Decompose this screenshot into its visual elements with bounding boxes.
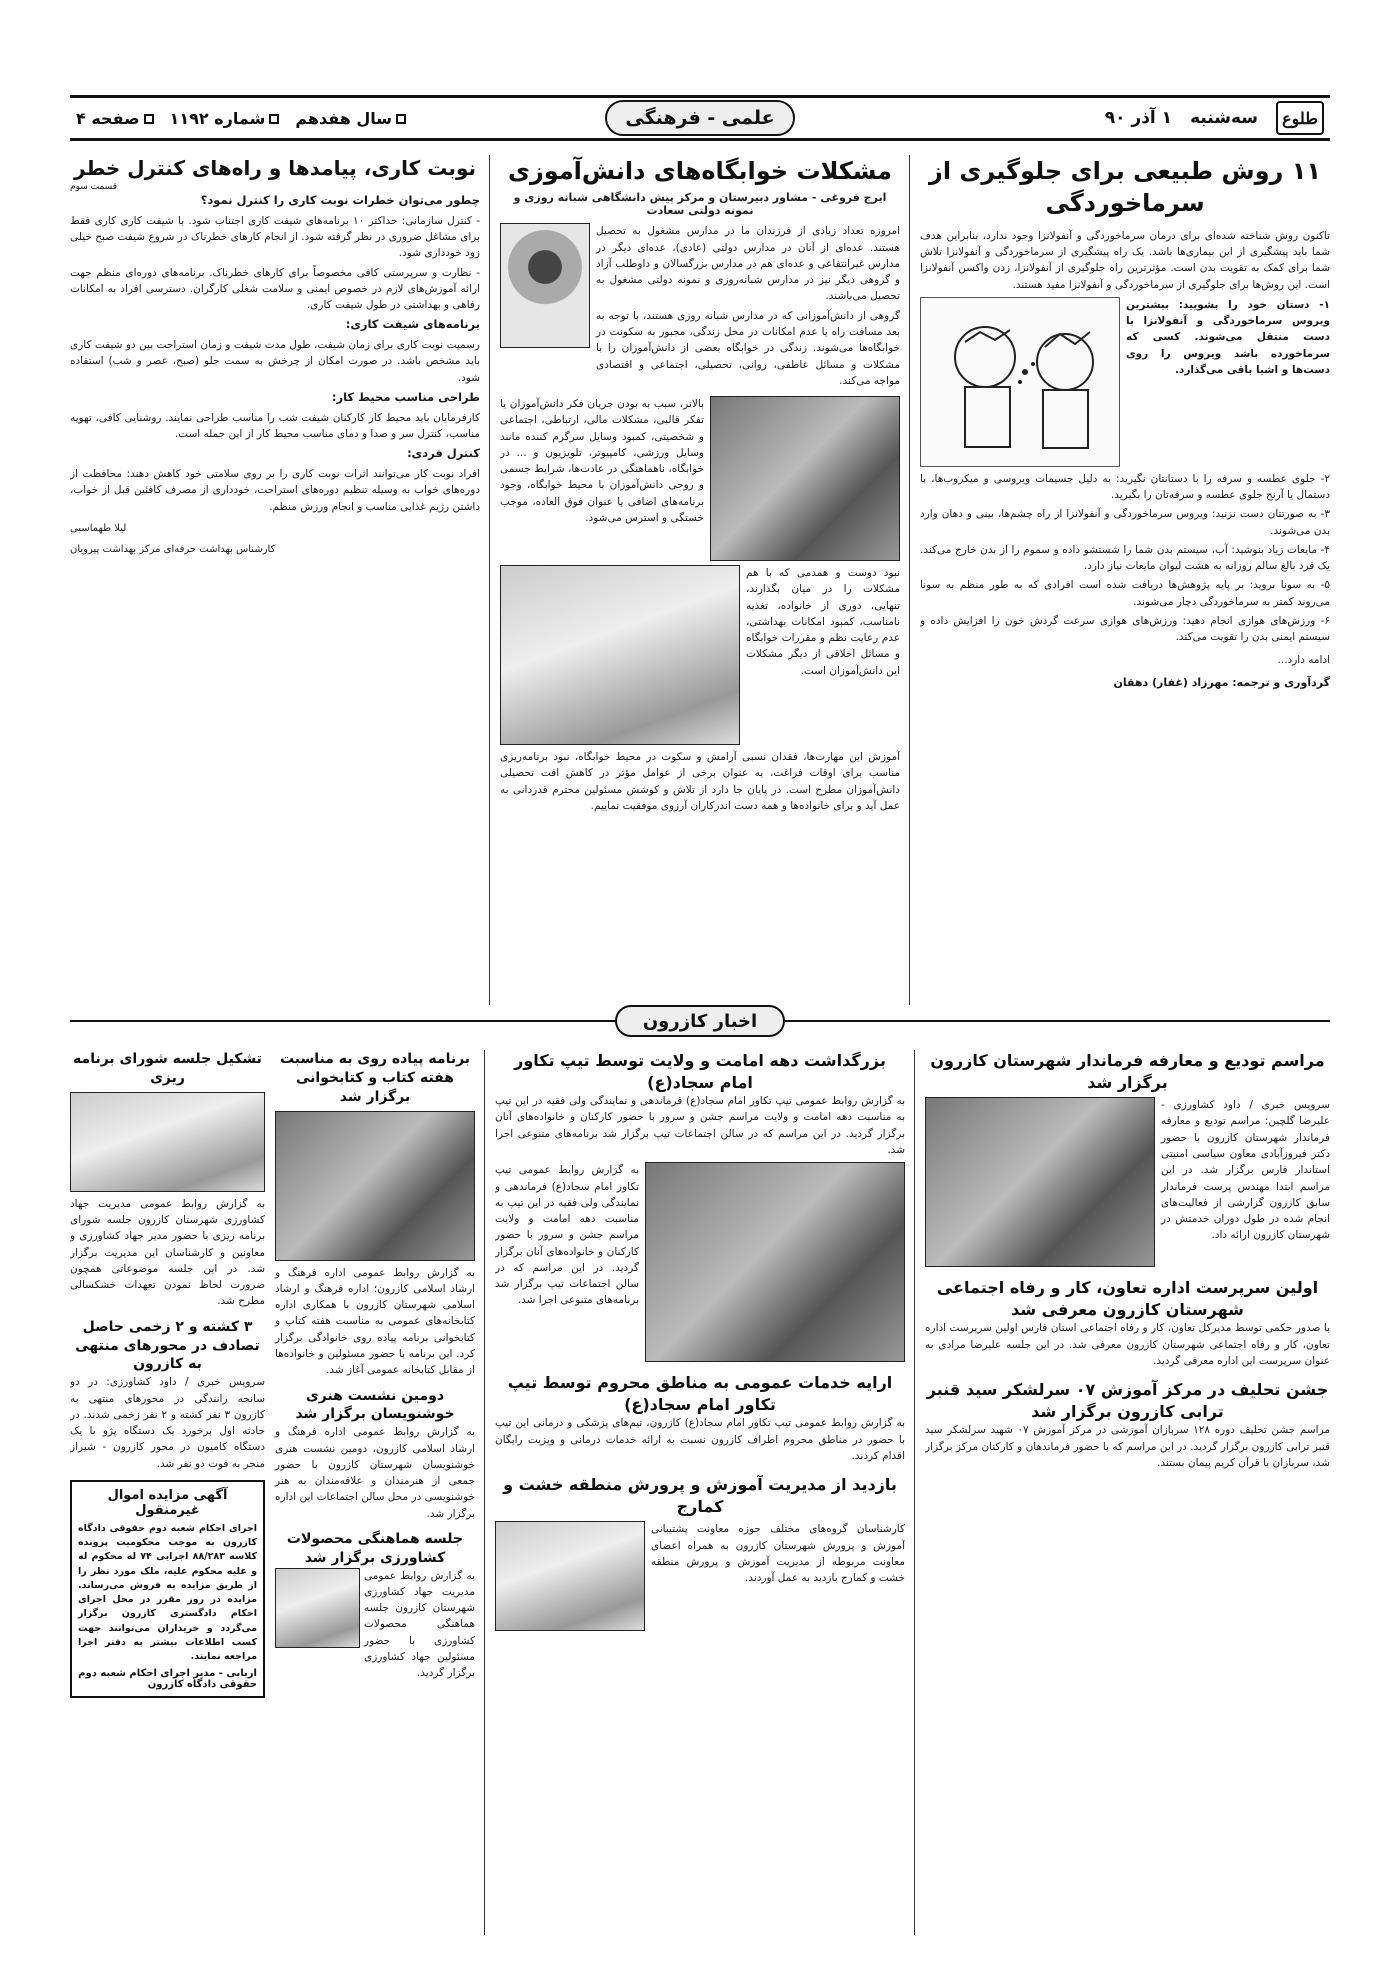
ceremony-crowd-photo: [645, 1162, 905, 1362]
article-title: نوبت کاری، پیامدها و راه‌های کنترل خطر: [74, 156, 476, 180]
news-body: به گزارش روابط عمومی مدیریت جهاد کشاورزی شهرستان کازرون جلسه هماهنگی محصولات کشاورزی با حضور مسئولین جهاد کشاورزی برگزار گردید.: [364, 1569, 475, 1680]
news-section-title: اخبار کازرون: [615, 1005, 785, 1037]
news-title: دومین نشست هنری خوشنویسان برگزار شد: [295, 1387, 455, 1423]
author-portrait-image: [500, 223, 590, 348]
walking-event-photo: [275, 1111, 475, 1261]
article-body: نبود دوست و همدمی که با هم مشکلات را در میان بگذارند، تنهایی، دوری از خانواده، تغذیه نامناسب، کمبود امکانات بهداشتی، عدم رعایت نظم و مقررات خوابگاه و مسائل اخلاقی از دیگر مشکلات این دانش‌آموزان است.: [746, 567, 900, 677]
issue-label: شماره ۱۱۹۲: [170, 109, 280, 128]
masthead-day: سه‌شنبه: [1190, 108, 1258, 128]
news-title: جشن تحلیف در مرکز آموزش ۰۷ سرلشکر سید قنبر ترابی کازرون برگزار شد: [926, 1380, 1329, 1421]
news-body: با صدور حکمی توسط مدیرکل تعاون، کار و رفاه اجتماعی استان فارس اولین سرپرست اداره تعاون، کار و رفاه اجتماعی شهرستان کازرون معرفی شد. در این جلسه علیرضا مرادی به عنوان سرپرست این اداره معرفی گردید.: [925, 1322, 1330, 1367]
article-body: آموزش این مهارت‌ها، فقدان نسبی آرامش و سکوت در محیط خوابگاه، نبود برنامه‌ریزی مناسب برای اوقات فراغت، به عنوان برخی از عوامل مؤثر در کاهش افت تحصیلی دانش‌آموزان مطرح است. در پایان جا دارد از تلاش و کوشش مسئولین محترم قدردانی به عمل آید و برای خانواده‌ها و همه دست اندرکاران آرزوی موفقیت نماییم.: [500, 751, 900, 812]
news-body: سرویس خبری / داود کشاورزی: در دو سانحه رانندگی در محورهای منتهی به کازرون ۳ نفر کشته و ۲ نفر زخمی شدند. در حادثه اول برخورد یک دستگاه پژو با یک دستگاه کامیون در محور کازرون - شیراز منجر به فوت دو نفر شد.: [70, 1376, 265, 1470]
news-column-right: [925, 1050, 1330, 1935]
news-title: برنامه پیاده روی به مناسبت هفته کتاب و کتابخوانی برگزار شد: [279, 1051, 471, 1105]
sneezing-cartoon-image: [920, 297, 1120, 467]
notice-body: اجرای احکام شعبه دوم حقوقی دادگاه کازرون به موجب محکومیت پرونده کلاسه ۸۸/۲۸۳ اجرایی ۷۴ له محکوم له و علیه محکوم علیه، ملک مورد نظر را از طریق مزایده به فروش می‌رساند. مزایده در روز مقرر در محل اجرای احکام دادگستری کازرون برگزار می‌گردد و خریداران می‌توانند جهت کسب اطلاعات بیشتر به دفتر اجرا مراجعه نمایند.: [78, 1522, 258, 1663]
news-title: بازدید از مدیریت آموزش و پرورش منطقه خشت و کمارج: [503, 1475, 897, 1516]
agriculture-meeting-photo: [275, 1568, 360, 1648]
planning-council-photo: [70, 1092, 265, 1192]
article-body: تاکنون روش شناخته شده‌ای برای درمان سرماخوردگی و آنفولانزا وجود ندارد، بنابراین هدف شما باید پیشگیری از این بیماری‌ها باشد. یک راه پیشگیری از سرماخوردگی و آنفولانزا تلاش شما برای کمک به تقویت بدن است. مؤثرترین راه جلوگیری از آنفولانزا، زدن واکسن آنفولانزا است. این روش‌ها برای جلوگیری از سرماخوردگی و آنفولانزا مفید هستند. ۱- دستان خود را بشویید: بیشترین ویروس سرماخوردگی و آنفولانزا با دست منتقل می‌شوند. کسی که سرماخورده باشد ویروس را روی دست‌ها و اشیا باقی می‌گذارد. ۲- جلوی عطسه و سرفه را با دستانتان نگیرید: به دلیل جسیمات ویروسی و میکروب‌ها، با دستمال یا آرنج جلوی عطسه و سرفه‌تان را بگیرید. ۳- به صورتتان دست نزنید: ویروس سرماخوردگی و آنفولانزا از راه چشم‌ها، بینی و دهان وارد بدن می‌شوند. ۴- مایعات زیاد بنوشید: آب، سیستم بدن شما را شستشو داده و سموم را از بدن خارج می‌کند. یک فرد بالغ سالم روزانه به هشت لیوان مایعات نیاز دارد. ۵- به سونا بروید: بر پایه پژوهش‌ها دریافت شده است افرادی که به طور منظم به سونا می‌روند کمتر به سرماخوردگی دچار می‌شوند. ۶- ورزش‌های هوازی انجام دهید: ورزش‌های هوازی سرعت گردش خون را افزایش داده و سیستم ایمنی بدن را تقویت می‌کند. ادامه دارد... گردآوری و ترجمه: مهرزاد (غفار) دهقان: [920, 228, 1330, 691]
notice-signature: اربابی - مدیر اجرای احکام شعبه دوم حقوقی دادگاه کازرون: [78, 1668, 257, 1691]
article-credit: گردآوری و ترجمه: مهرزاد (غفار) دهقان: [1113, 675, 1330, 689]
article-signature-title: کارشناس بهداشت حرفه‌ای مرکز بهداشت پیرویان: [70, 544, 276, 556]
column-divider: [909, 155, 910, 1005]
article-shift-work: [70, 155, 480, 1005]
article-cold-prevention: [920, 155, 1330, 1005]
news-title: تشکیل جلسه شورای برنامه ریزی: [73, 1051, 262, 1086]
masthead: [70, 95, 1330, 141]
newspaper-logo: طلوع: [1276, 101, 1324, 135]
article-byline: ایرج فروغی - مشاور دبیرستان و مرکز پیش دانشگاهی شبانه روزی و نمونه دولتی سعادت: [513, 191, 887, 218]
square-icon: [144, 114, 154, 124]
news-body: سرویس خبری / داود کشاورزی - علیرضا گلچین: مراسم تودیع و معارفه فرماندار شهرستان کازرون با حضور دکتر فیروزآبادی معاون سیاسی امنیتی استاندار فارس برگزار شد. در این مراسم ابتدا مهندس پرست فرماندار سابق کازرون گزارشی از فعالیت‌های انجام شده در طول دوران خدمتش در شهرستان کازرون ارائه داد.: [1161, 1099, 1330, 1242]
news-body: به گزارش روابط عمومی تیپ تکاور امام سجاد(ع) فرماندهی و نمایندگی ولی فقیه در این تیپ به مناسبت دهه امامت و ولایت مراسم جشن و سرور با حضور کارکنان و خانواده‌های آنان برگزار گردید. در این مراسم که در سالن اجتماعات تیپ برگزار شد برنامه‌های متنوعی اجرا شد.: [495, 1164, 639, 1307]
newspaper-page: [70, 95, 1330, 1935]
page-label: صفحه ۴: [76, 109, 154, 128]
news-body: به گزارش روابط عمومی تیپ تکاور امام سجاد(ع) فرماندهی و نمایندگی ولی فقیه در این تیپ به مناسبت دهه امامت و ولایت مراسم جشن و سرور با حضور کارکنان و خانواده‌های آنان برگزار گردید. در این مراسم که در سالن اجتماعات تیپ برگزار شد برنامه‌های متنوعی اجرا شد.: [495, 1095, 905, 1156]
news-column-left: [70, 1050, 475, 1935]
article-part-tag: قسمت سوم: [70, 182, 117, 192]
auction-notice: [70, 1480, 265, 1699]
news-subcolumn-a: [275, 1050, 475, 1935]
year-label: سال هفدهم: [295, 109, 406, 128]
news-title: اولین سرپرست اداره تعاون، کار و رفاه اجتماعی شهرستان کازرون معرفی شد: [936, 1278, 1319, 1319]
column-divider: [489, 155, 490, 1005]
news-body: به گزارش روابط عمومی اداره فرهنگ و ارشاد اسلامی کازرون، دومین نشست هنری خوشنویسان شهرستان کازرون با حضور جمعی از هنرمندان و علاقه‌مندان به هنر خوشنویسی در محل سالن اجتماعات این اداره برگزار شد.: [275, 1426, 475, 1520]
square-icon: [396, 114, 406, 124]
article-signature: لیلا طهماسبی: [70, 522, 127, 534]
column-divider: [914, 1050, 915, 1935]
masthead-date: ۱ آذر ۹۰: [1104, 108, 1173, 128]
section-title: علمی - فرهنگی: [605, 100, 795, 136]
masthead-date-block: [1105, 98, 1330, 138]
news-body: کارشناسان گروه‌های مختلف حوزه معاونت پشتیبانی آموزش و پرورش شهرستان کازرون به همراه اعضای معاونت مربوطه از مدیریت آموزش و پرورش منطقه خشت و کمارج بازدید به عمل آوردند.: [651, 1523, 905, 1585]
news-title: ۳ کشته و ۲ زخمی حاصل تصادف در محورهای منتهی به کازرون: [75, 1318, 260, 1373]
article-title: مشکلات خوابگاه‌های دانش‌آموزی: [507, 157, 893, 185]
news-body: به گزارش روابط عمومی تیپ تکاور امام سجاد(ع) کازرون، تیم‌های پزشکی و درمانی این تیپ با حضور در مناطق محروم اطراف کازرون نسبت به ارائه خدمات درمانی و ویزیت رایگان اقدام کردند.: [495, 1417, 905, 1462]
article-body: چطور می‌توان خطرات نوبت کاری را کنترل نمود؟ - کنترل سازمانی: حداکثر ۱۰ برنامه‌های شیفت کاری اجتناب شود. با شیفت کاری کاری فقط برای مشاغل ضروری در نظر گرفته شود. از انجام کارهای خطرناک در شروع شیفت صبح خیلی زود خودداری شود. - نظارت و سرپرستی کافی مخصوصاً برای کارهای خطرناک. برنامه‌های دوره‌ای منظم جهت ارائه آموزش‌های لازم در خصوص ایمنی و سلامت شغلی کارگران. دسترسی افراد به امکانات رفاهی و بهداشتی در طول شیفت کاری. برنامه‌های شیفت کاری: رسمیت نوبت کاری برای زمان شیفت، طول مدت شیفت و زمان استراحت بین دو شیفت کاری باید مشخص باشد. در صورت امکان از چرخش به سمت جلو (صبح، عصر و شب) استفاده شود. طراحی مناسب محیط کار: کارفرمایان باید محیط کار کارکنان شیفت شب را مناسب طراحی نمایند. روشنایی کافی، تهویه مناسب، کنترل سر و صدا و دمای مناسب محیط کار از این جمله است. کنترل فردی: افراد نوبت کار می‌توانند اثرات نوبت کاری را بر روی سلامتی خود کاهش دهند: محافظت از دوره‌های خواب به وسیله تنظیم دوره‌های استراحت، خودداری از مصرف کافئین قبل از خواب، داشتن رژیم غذایی مناسب و انجام ورزش منظم. لیلا طهماسبی کارشناس بهداشت حرفه‌ای مرکز بهداشت پیرویان: [70, 192, 480, 558]
news-column-middle-right: [495, 1050, 905, 1935]
notice-title: آگهی مزایده اموال غیرمنقول: [107, 1487, 228, 1518]
dormitory-photo: [710, 396, 900, 561]
news-body: مراسم جشن تحلیف دوره ۱۲۸ سربازان آموزشی در مرکز آموزش ۰۷ شهید سرلشکر سید قنبر ترابی کازرون برگزار گردید. در این مراسم که با حضور فرماندهان و کارکنان مرکز برگزار شد، سربازان با قرآن کریم پیمان بستند.: [925, 1424, 1330, 1469]
governor-ceremony-photo: [925, 1097, 1155, 1267]
masthead-issue-block: [76, 98, 406, 138]
news-title: ارایه خدمات عمومی به مناطق محروم توسط تیپ تکاور امام سجاد(ع): [507, 1373, 893, 1414]
article-title: ۱۱ روش طبیعی برای جلوگیری از سرماخوردگی: [929, 157, 1321, 218]
news-title: بزرگداشت دهه امامت و ولایت توسط تیپ تکاور امام سجاد(ع): [514, 1051, 886, 1092]
article-body: امروزه تعداد زیادی از فرزندان ما در مدارس مشغول به تحصیل هستند. عده‌ای از آنان در مدارس دولتی (عادی)، عده‌ای دیگر در مدارس غیرانتفاعی و عده‌ای هم در مدارس بزرگسالان و داوطلب آزاد و گروهی دیگر نیز در مدارس شبانه‌روزی و نمونه دولتی مشغول به تحصیل می‌باشند. گروهی از دانش‌آموزانی که در مدارس شبانه روزی هستند، با توجه به بعد مسافت راه یا عدم امکانات در محل زندگی، مجبور به سکونت در خوابگاه‌ها می‌شوند. زندگی در خوابگاه بعضی از دانش‌آموزان را با مشکلات و مسائل عاطفی، روانی، تحصیلی، اجتماعی و اقتصادی مواجه می‌کند.: [596, 225, 900, 387]
inspection-visit-photo: [495, 1521, 645, 1631]
article-dormitory-problems: [500, 155, 900, 1005]
news-body: به گزارش روابط عمومی اداره فرهنگ و ارشاد اسلامی کازرون؛ اداره فرهنگ و ارشاد اسلامی شهرستان کازرون با همکاری اداره کتابخانه‌های عمومی به مناسبت هفته کتاب و کتابخوانی برنامه پیاده روی خانوادگی برگزار کرد. این برنامه با حضور مسئولین و خانواده‌ها از مقابل کتابخانه عمومی آغاز شد.: [275, 1266, 475, 1377]
news-title: مراسم تودیع و معارفه فرماندار شهرستان کازرون برگزار شد: [930, 1051, 1325, 1092]
column-divider: [484, 1050, 485, 1935]
article-body: بالاتر، سبب به بودن جریان فکر دانش‌آموزان یا تفکر قالبی، مشکلات مالی، ارتباطی، اجتماعی و شخصیتی، کمبود وسایل سرگرم کننده مانند وسایل ورزشی، کامپیوتر، تلویزیون و ... در خوابگاه، ناهماهنگی در عادت‌ها، شرایط جسمی و روحی دانش‌آموزان با محیط خوابگاه، وجود برنامه‌های اضافی یا عنوان فوق العاده، موجب خستگی و استرس می‌شود.: [500, 398, 704, 524]
news-body: به گزارش روابط عمومی مدیریت جهاد کشاورزی شهرستان کازرون جلسه شورای برنامه ریزی با حضور مدیر جهاد کشاورزی و معاونین و کارشناسان این مدیریت برگزار شد. در این جلسه موضوعاتی همچون ضرورت لحاظ نمودن تعهدات خشکسالی مطرح شد.: [70, 1197, 265, 1308]
square-icon: [269, 114, 279, 124]
classroom-photo: [500, 565, 740, 745]
news-subcolumn-b: [70, 1050, 265, 1935]
news-title: جلسه هماهنگی محصولات کشاورزی برگزار شد: [286, 1530, 464, 1566]
